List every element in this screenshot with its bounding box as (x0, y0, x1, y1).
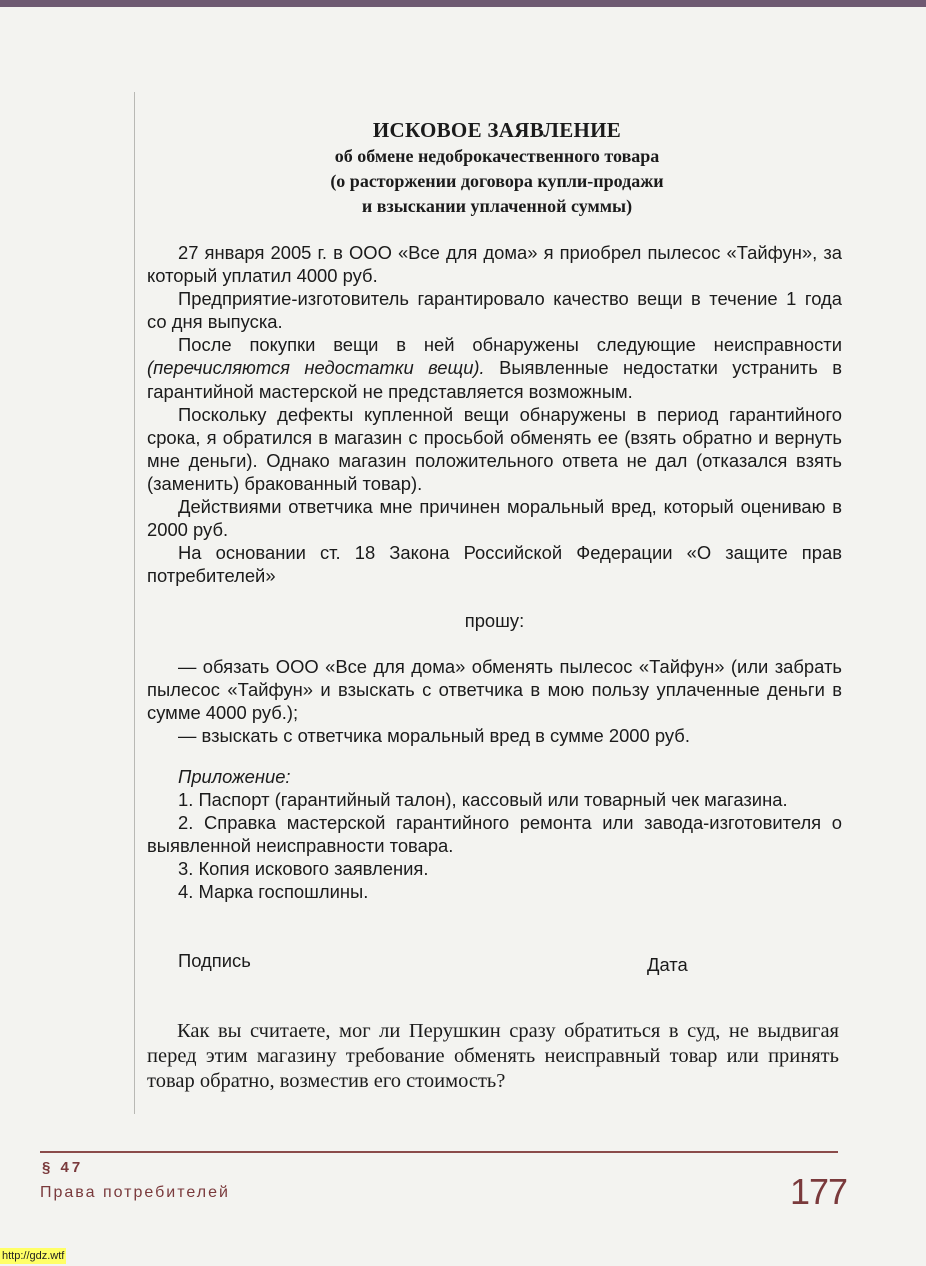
request-word: прошу: (464, 610, 525, 631)
review-question-text: Как вы считаете, мог ли Перушкин сразу обратиться в суд, не выдвигая перед этим магазину требование обменять неисправный товар или принять товар обратно, возместив его стоимость? (147, 1020, 839, 1092)
document-subtitle-line-1: об обмене недоброкачественного товара (334, 146, 660, 166)
page-number: 177 (790, 1171, 848, 1212)
body-paragraph-3 (147, 333, 842, 402)
signature-label: Подпись (178, 950, 251, 971)
attachment-item-1: 1. Паспорт (гарантийный талон), кассовый или товарный чек магазина. (178, 789, 788, 811)
body-paragraph-3-start: После покупки вещи в ней обнаружены следующие неисправности (178, 334, 842, 356)
body-paragraph-4: Поскольку дефекты купленной вещи обнаружены в период гарантийного срока, я обратился в магазин с просьбой обменять ее (взять обратно и вернуть мне деньги). Однако магазин положительного ответа не дал (отказался взять (заменить) бракованный товар). (147, 403, 842, 494)
source-watermark[interactable]: http://gdz.wtf (2, 1250, 65, 1262)
date-label: Дата (647, 954, 688, 975)
attachments-title: Приложение: (178, 766, 291, 787)
attachments-section (147, 765, 842, 904)
document-title: ИСКОВОЕ ЗАЯВЛЕНИЕ (372, 118, 622, 142)
attachment-item-4: 4. Марка госпошлины. (178, 881, 369, 903)
body-paragraph-2: Предприятие-изготовитель гарантировало качество вещи в течение 1 года со дня выпуска. (147, 288, 842, 333)
footer-rule (40, 1151, 838, 1153)
section-number: § 47 (42, 1159, 84, 1176)
top-color-band (0, 0, 926, 7)
body-paragraph-1: 27 января 2005 г. в ООО «Все для дома» я приобрел пылесос «Тайфун», за который уплатил 4000 руб. (147, 242, 842, 287)
claims-list (147, 655, 842, 747)
claim-item-2: — взыскать с ответчика моральный вред в сумме 2000 руб. (178, 725, 690, 747)
attachment-item-3: 3. Копия искового заявления. (178, 858, 429, 880)
claim-body (147, 241, 842, 587)
review-question (147, 1019, 839, 1094)
attachment-item-2: 2. Справка мастерской гарантийного ремонта или завода-изготовителя о выявленной неисправности товара. (147, 812, 842, 857)
body-paragraph-6: На основании ст. 18 Закона Российской Федерации «О защите прав потребителей» (147, 542, 842, 587)
claim-item-1: — обязать ООО «Все для дома» обменять пылесос «Тайфун» (или забрать пылесос «Тайфун» и взыскать с ответчика в мою пользу уплаченные деньги в сумме 4000 руб.); (147, 656, 842, 724)
document-subtitle-line-3: и взыскании уплаченной суммы) (361, 196, 633, 216)
body-paragraph-3-italic: (перечисляются недостатки вещи). (147, 357, 485, 379)
body-paragraph-3-end: Выявленные недостатки устранить в гарантийной мастерской не представляется возможным. (147, 357, 842, 402)
body-paragraph-5: Действиями ответчика мне причинен моральный вред, который оцениваю в 2000 руб. (147, 496, 842, 541)
left-margin-rule (134, 92, 135, 1114)
document-heading (147, 116, 847, 219)
document-subtitle-line-2: (о расторжении договора купли-продажи (330, 171, 664, 191)
section-title: Права потребителей (40, 1184, 230, 1201)
